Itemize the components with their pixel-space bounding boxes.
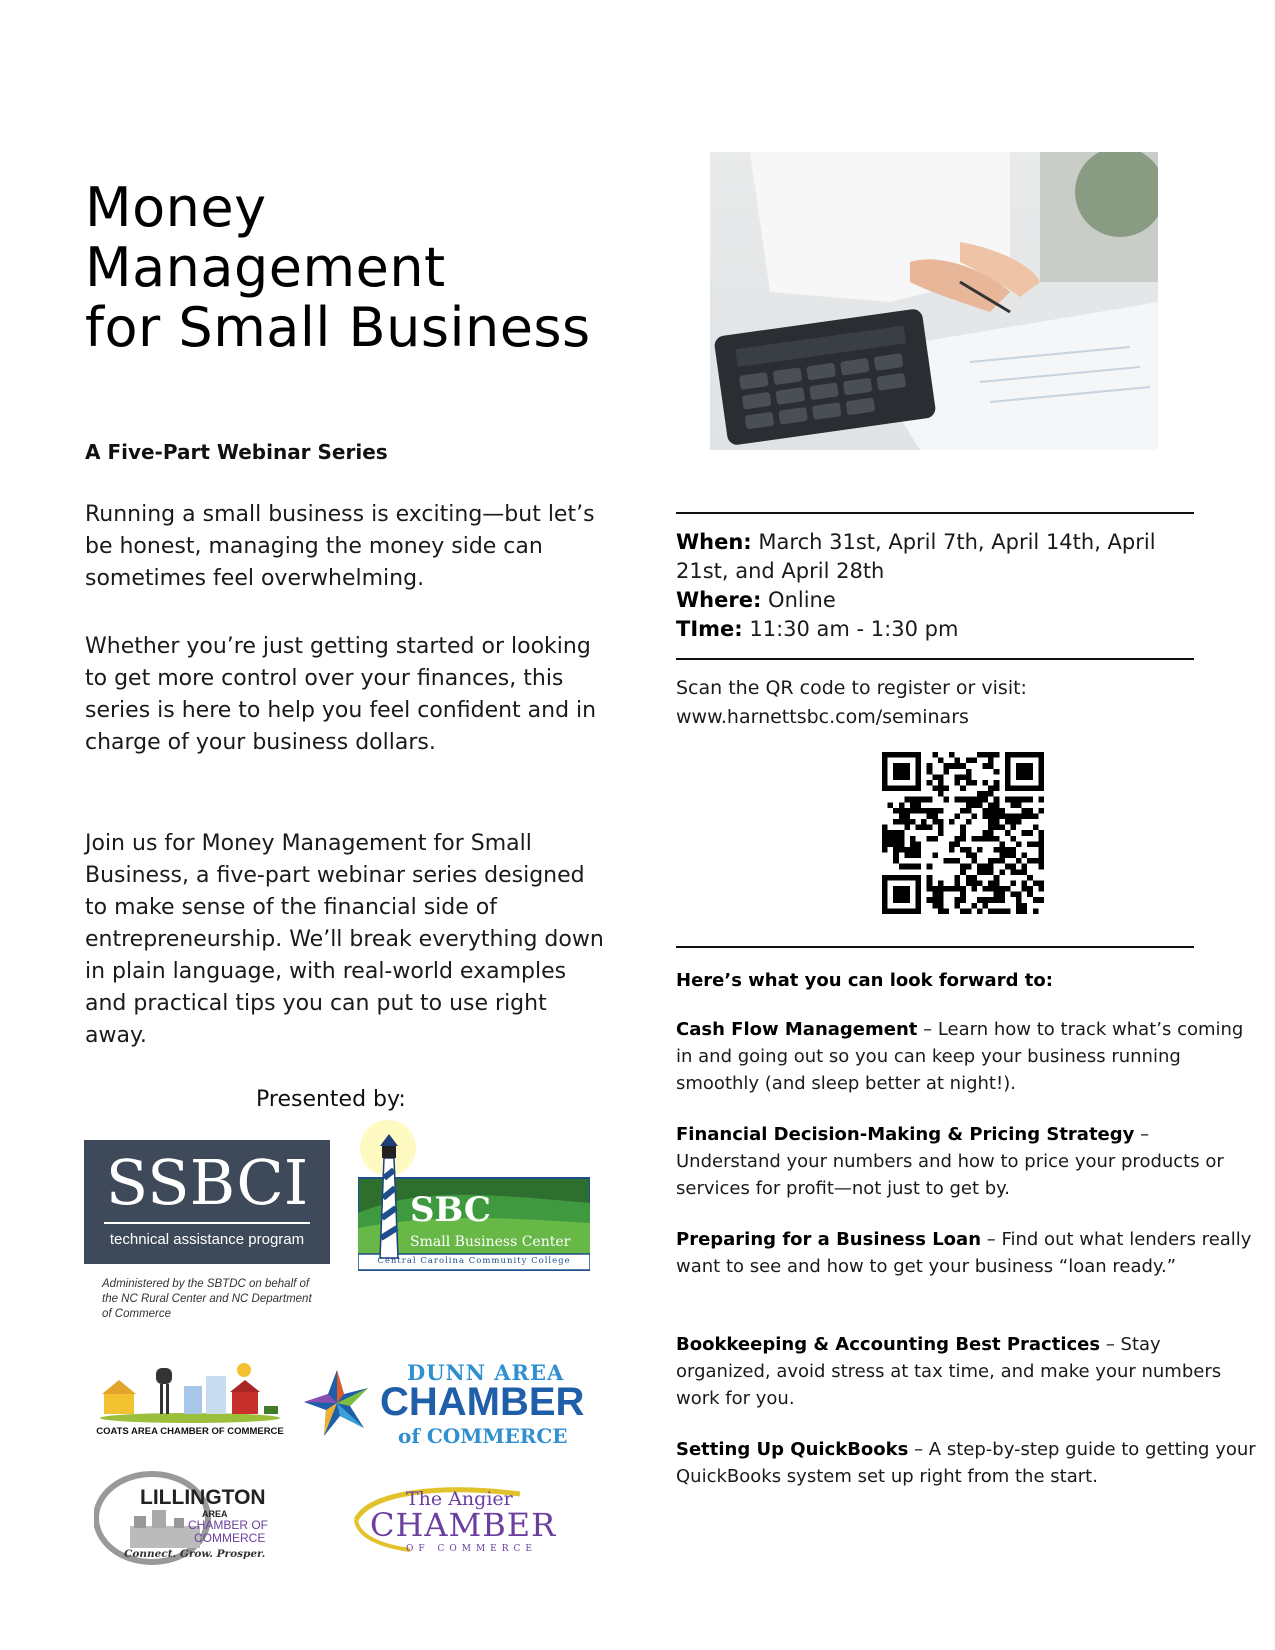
register-instructions xyxy=(676,674,1196,732)
dunn-logo xyxy=(302,1360,602,1450)
where-row xyxy=(676,586,1196,615)
lillington-logo xyxy=(94,1470,274,1566)
page-title xyxy=(85,178,685,358)
when-row xyxy=(676,528,1196,586)
topic-title: Preparing for a Business Loan xyxy=(676,1229,982,1250)
where-value: Online xyxy=(768,588,836,612)
intro-paragraph-2: Whether you’re just getting started or looking to get more control over your finances, this series is here to help you feel confident and in charge of your business dollars. xyxy=(85,634,597,755)
topic-item xyxy=(676,1016,1256,1097)
title-line-1: Money xyxy=(85,176,267,239)
lillington-line4: COMMERCE xyxy=(194,1531,266,1545)
topic-desc: – Learn how to track what’s coming in and going out so you can keep your business running smoothly (and sleep better at night!). xyxy=(676,1019,1244,1094)
topic-title: Cash Flow Management xyxy=(676,1019,918,1040)
topic-title: Setting Up QuickBooks xyxy=(676,1439,909,1460)
divider xyxy=(676,946,1194,948)
intro-paragraph-1: Running a small business is exciting—but let’s be honest, managing the money side can sometimes feel overwhelming. xyxy=(85,502,595,591)
dunn-line2: CHAMBER xyxy=(380,1380,585,1424)
ssbci-note: Administered by the SBTDC on behalf of the NC Rural Center and NC Department of Commerce xyxy=(102,1278,312,1320)
register-text: Scan the QR code to register or visit: xyxy=(676,677,1027,699)
topic-item xyxy=(676,1121,1256,1202)
when-label: When: xyxy=(676,530,752,554)
sbc-logo xyxy=(358,1118,590,1278)
sbc-college: Central Carolina Community College xyxy=(377,1256,571,1266)
dunn-line3: of COMMERCE xyxy=(398,1424,568,1448)
intro-paragraph-3: Join us for Money Management for Small Business, a five-part webinar series designed to make sense of the financial side of entrepreneurship. We’ll break everything down in plain language, with real-world examples and practical tips you can put to use right away. xyxy=(85,831,604,1048)
lillington-line3: CHAMBER OF xyxy=(188,1518,269,1532)
when-value: March 31st, April 7th, April 14th, April 21st, and April 28th xyxy=(676,530,1156,583)
topic-desc: – Find out what lenders really want to see and how to get your business “loan ready.” xyxy=(676,1229,1252,1277)
qr-code[interactable] xyxy=(882,752,1044,914)
sbc-tagline: Small Business Center xyxy=(410,1234,571,1250)
coats-logo xyxy=(94,1360,286,1440)
topic-item xyxy=(676,1331,1256,1412)
topic-title: Bookkeeping & Accounting Best Practices xyxy=(676,1334,1101,1355)
ssbci-logo xyxy=(84,1140,330,1264)
presented-by-label: Presented by: xyxy=(256,1087,406,1112)
title-line-2: Management xyxy=(85,236,446,299)
lillington-line1: LILLINGTON xyxy=(140,1486,266,1509)
event-details xyxy=(676,528,1196,644)
subtitle: A Five-Part Webinar Series xyxy=(85,440,388,464)
angier-line1: The Angier xyxy=(406,1488,513,1510)
topic-desc: – Stay organized, avoid stress at tax time, and make your numbers work for you. xyxy=(676,1334,1222,1409)
time-value: 11:30 am - 1:30 pm xyxy=(749,617,959,641)
coats-name: COATS AREA CHAMBER OF COMMERCE xyxy=(96,1426,284,1437)
sbc-name: SBC xyxy=(410,1190,491,1230)
calculator-photo xyxy=(710,152,1158,450)
register-url[interactable]: www.harnettsbc.com/seminars xyxy=(676,706,969,728)
topic-item xyxy=(676,1436,1256,1490)
dunn-line1: DUNN AREA xyxy=(407,1360,565,1385)
ssbci-name: SSBCI xyxy=(105,1146,309,1219)
look-forward-heading: Here’s what you can look forward to: xyxy=(676,970,1053,991)
angier-line2: CHAMBER xyxy=(370,1506,557,1544)
ssbci-tagline: technical assistance program xyxy=(109,1231,305,1248)
title-line-3: for Small Business xyxy=(85,296,591,359)
ssbci-rule xyxy=(104,1222,310,1224)
divider xyxy=(676,512,1194,514)
topic-desc: – Understand your numbers and how to price your products or services for profit—not just to get by. xyxy=(676,1124,1224,1199)
angier-logo xyxy=(350,1486,570,1556)
where-label: Where: xyxy=(676,588,762,612)
topic-desc: – A step-by-step guide to getting your QuickBooks system set up right from the start. xyxy=(676,1439,1256,1487)
lillington-line2: AREA xyxy=(202,1509,228,1519)
lillington-slogan: Connect. Grow. Prosper. xyxy=(124,1548,266,1560)
topic-item xyxy=(676,1226,1256,1280)
angier-line3: OF COMMERCE xyxy=(406,1544,537,1554)
time-label: TIme: xyxy=(676,617,743,641)
topic-title: Financial Decision-Making & Pricing Strategy xyxy=(676,1124,1135,1145)
time-row xyxy=(676,615,1196,644)
divider xyxy=(676,658,1194,660)
